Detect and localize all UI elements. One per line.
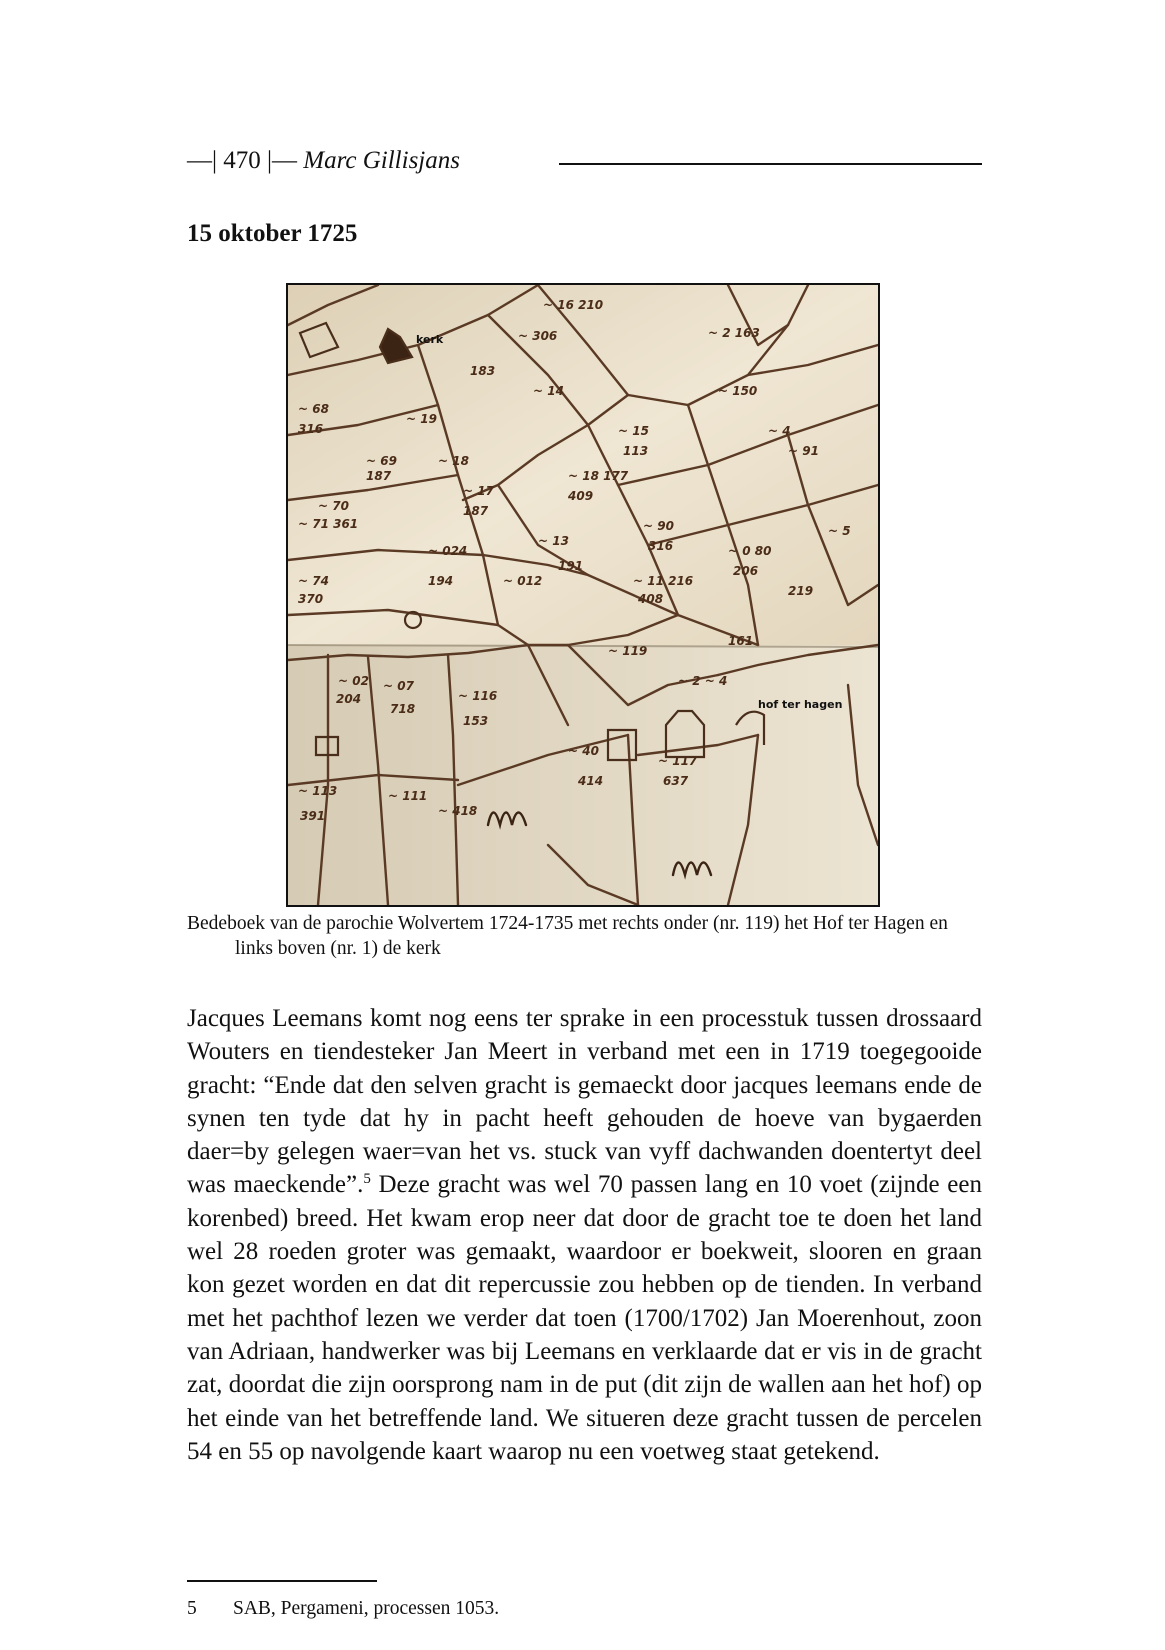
svg-text:~ 07: ~ 07 <box>383 679 414 693</box>
svg-text:~ 012: ~ 012 <box>503 574 543 588</box>
svg-text:~ 11 216: ~ 11 216 <box>633 574 694 588</box>
svg-text:~ 5: ~ 5 <box>828 524 851 538</box>
svg-text:~ 150: ~ 150 <box>718 384 758 398</box>
footnote-separator <box>187 1580 377 1582</box>
parcel-map-image <box>288 285 878 905</box>
date-heading: 15 oktober 1725 <box>187 220 358 247</box>
figure-caption: Bedeboek van de parochie Wolvertem 1724-1735 met rechts onder (nr. 119) het Hof ter Hagen en links boven (nr. 1) de kerk <box>187 913 948 959</box>
svg-text:~ 024: ~ 024 <box>428 544 468 558</box>
svg-text:~ 40: ~ 40 <box>568 744 599 758</box>
svg-text:~ 18 177: ~ 18 177 <box>568 469 629 483</box>
svg-text:370: 370 <box>298 592 324 606</box>
svg-text:~ 116: ~ 116 <box>458 689 498 703</box>
svg-text:161: 161 <box>728 634 754 648</box>
svg-text:~ 15: ~ 15 <box>618 424 649 438</box>
svg-text:~ 69: ~ 69 <box>366 454 397 468</box>
page-number: —| 470 |— <box>187 147 298 174</box>
svg-text:414: 414 <box>578 774 604 788</box>
svg-text:~ 13: ~ 13 <box>538 534 569 548</box>
paragraph-text-end: Deze gracht was wel 70 passen lang en 10 voet (zijnde een korenbed) breed. Het kwam erop neer dat door de gracht toe te doen het land wel 28 roeden groter was gemaakt, waardoor er boekweit, slooren en graan kon gezet worden en dat dit repercussie zou hebben op de tienden. In verband met het pachthof lezen we verder dat toen (1700/1702) Jan Moerenhout, zoon van Adriaan, handwerker was bij Leemans en verklaarde dat er vis in de gracht zat, doordat die zijn oorsprong nam in de put (dit zijn de wallen aan het hof) op het einde van het betreffende land. We situeren deze gracht tussen de percelen 54 en 55 op navolgende kaart waarop nu een voetweg staat getekend. <box>187 1171 983 1465</box>
svg-text:~ 70: ~ 70 <box>318 499 349 513</box>
svg-text:~ 16 210: ~ 16 210 <box>543 298 604 312</box>
svg-text:187: 187 <box>366 469 392 483</box>
svg-text:~ 113: ~ 113 <box>298 784 338 798</box>
svg-text:~ 418: ~ 418 <box>438 804 478 818</box>
svg-text:~ 119: ~ 119 <box>608 644 648 658</box>
svg-text:187: 187 <box>463 504 489 518</box>
footnote-number: 5 <box>187 1598 197 1619</box>
footnote-text: SAB, Pergameni, processen 1053. <box>233 1598 500 1619</box>
svg-text:~ 4: ~ 4 <box>768 424 791 438</box>
running-head-rule <box>559 163 982 165</box>
svg-text:~ 0 80: ~ 0 80 <box>728 544 772 558</box>
svg-text:~ 306: ~ 306 <box>518 329 558 343</box>
body-paragraph <box>187 1002 982 1468</box>
svg-text:191: 191 <box>558 559 584 573</box>
svg-text:~ 18: ~ 18 <box>438 454 469 468</box>
svg-text:~ 117: ~ 117 <box>658 754 698 768</box>
svg-text:~ 19: ~ 19 <box>406 412 437 426</box>
svg-text:219: 219 <box>788 584 814 598</box>
svg-text:~ 74: ~ 74 <box>298 574 329 588</box>
svg-text:~ 111: ~ 111 <box>388 789 428 803</box>
svg-text:153: 153 <box>463 714 489 728</box>
svg-text:183: 183 <box>470 364 496 378</box>
svg-text:~ 71 361: ~ 71 361 <box>298 517 359 531</box>
svg-text:~ 68: ~ 68 <box>298 402 329 416</box>
svg-text:~ 90: ~ 90 <box>643 519 674 533</box>
svg-text:206: 206 <box>733 564 759 578</box>
svg-text:~ 2 163: ~ 2 163 <box>708 326 760 340</box>
svg-text:~ 14: ~ 14 <box>533 384 564 398</box>
map-label-hof-ter-hagen: hof ter hagen <box>758 698 843 711</box>
svg-text:~ 17: ~ 17 <box>463 484 494 498</box>
svg-text:~ 91: ~ 91 <box>788 444 819 458</box>
svg-text:408: 408 <box>638 592 664 606</box>
svg-text:409: 409 <box>568 489 594 503</box>
svg-text:204: 204 <box>336 692 362 706</box>
running-head-text <box>187 146 460 176</box>
svg-text:316: 316 <box>298 422 324 436</box>
svg-text:718: 718 <box>390 702 416 716</box>
paragraph-text-start: Jacques Leemans komt nog eens ter sprake in een processtuk tussen drossaard Wouters en tiendesteker Jan Meert in verband met een in 1719 toegegooide gracht: “Ende dat den selven gracht is gemaeckt door jacques leemans ende de synen ten tyde dat hy in pacht heeft gehouden de hoeve van bygaerden daer=by gelegen waer=van het vs. stuck van vyff dachwanden doentertyt deel was maeckende”. <box>187 1005 982 1199</box>
svg-text:113: 113 <box>623 444 649 458</box>
running-head <box>187 146 982 176</box>
map-label-kerk: kerk <box>416 333 444 346</box>
svg-text:391: 391 <box>300 809 326 823</box>
historic-map-figure <box>286 283 880 907</box>
svg-text:637: 637 <box>663 774 689 788</box>
svg-text:~ 02: ~ 02 <box>338 674 369 688</box>
footnote-reference[interactable]: 5 <box>363 1171 371 1188</box>
svg-text:194: 194 <box>428 574 454 588</box>
author-name: Marc Gillisjans <box>303 147 460 174</box>
svg-text:316: 316 <box>648 539 674 553</box>
svg-text:~ 2 ~ 4: ~ 2 ~ 4 <box>678 674 728 688</box>
footnote <box>187 1597 499 1621</box>
